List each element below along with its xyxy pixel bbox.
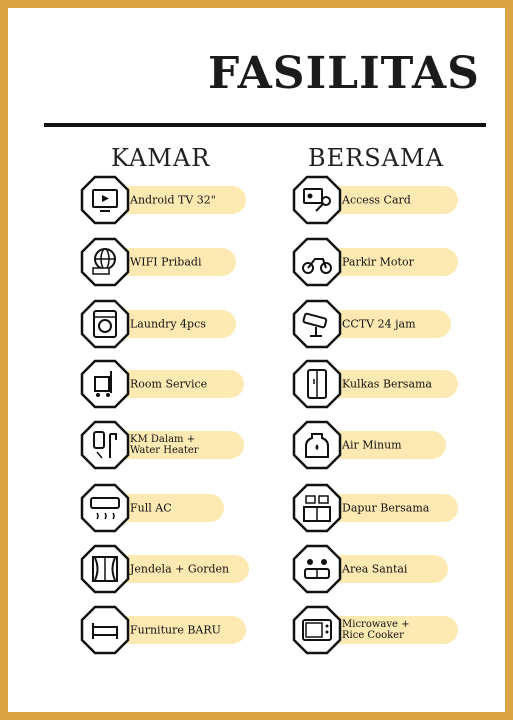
cleaning-cart-icon	[80, 359, 130, 409]
facility-item	[80, 544, 250, 594]
facility-item	[80, 299, 250, 349]
facility-item	[292, 359, 462, 409]
facility-label: Microwave + Rice Cooker	[342, 619, 410, 641]
facility-label: Access Card	[342, 193, 411, 207]
facility-label: Android TV 32"	[130, 193, 216, 207]
facility-label: Room Service	[130, 377, 208, 391]
window-curtain-icon	[80, 544, 130, 594]
water-heater-icon	[80, 420, 130, 470]
microwave-icon	[292, 605, 342, 655]
access-card-icon	[292, 175, 342, 225]
facility-label: WIFI Pribadi	[130, 255, 202, 269]
air-conditioner-icon	[80, 483, 130, 533]
facility-item	[80, 175, 250, 225]
facility-label: Kulkas Bersama	[342, 377, 432, 391]
bed-icon	[80, 605, 130, 655]
facility-label: KM Dalam + Water Heater	[130, 434, 199, 456]
facility-item	[80, 420, 250, 470]
page-title: FASILITAS	[208, 48, 480, 99]
facility-item	[292, 544, 462, 594]
motorcycle-icon	[292, 237, 342, 287]
wifi-globe-icon	[80, 237, 130, 287]
facility-item	[292, 483, 462, 533]
facility-label: Full AC	[130, 501, 172, 515]
facility-label: Air Minum	[342, 438, 402, 452]
facility-item	[292, 605, 462, 655]
facility-item	[80, 483, 250, 533]
facility-label: Laundry 4pcs	[130, 317, 206, 331]
water-gallon-icon	[292, 420, 342, 470]
column-heading-kamar: KAMAR	[111, 144, 211, 172]
lounge-icon	[292, 544, 342, 594]
facility-item	[292, 420, 462, 470]
tv-icon	[80, 175, 130, 225]
facility-item	[80, 237, 250, 287]
washing-machine-icon	[80, 299, 130, 349]
refrigerator-icon	[292, 359, 342, 409]
facility-label: Dapur Bersama	[342, 501, 430, 515]
facility-item	[292, 299, 462, 349]
column-heading-bersama: BERSAMA	[308, 144, 444, 172]
facility-label: Furniture BARU	[130, 623, 221, 637]
divider	[44, 123, 486, 127]
facility-item	[292, 237, 462, 287]
facility-item	[80, 359, 250, 409]
facility-label: Area Santai	[342, 562, 408, 576]
cctv-icon	[292, 299, 342, 349]
facility-label: Parkir Motor	[342, 255, 414, 269]
facility-label: Jendela + Gorden	[130, 562, 230, 576]
kitchen-icon	[292, 483, 342, 533]
facility-item	[292, 175, 462, 225]
facility-item	[80, 605, 250, 655]
facility-label: CCTV 24 jam	[342, 317, 416, 331]
